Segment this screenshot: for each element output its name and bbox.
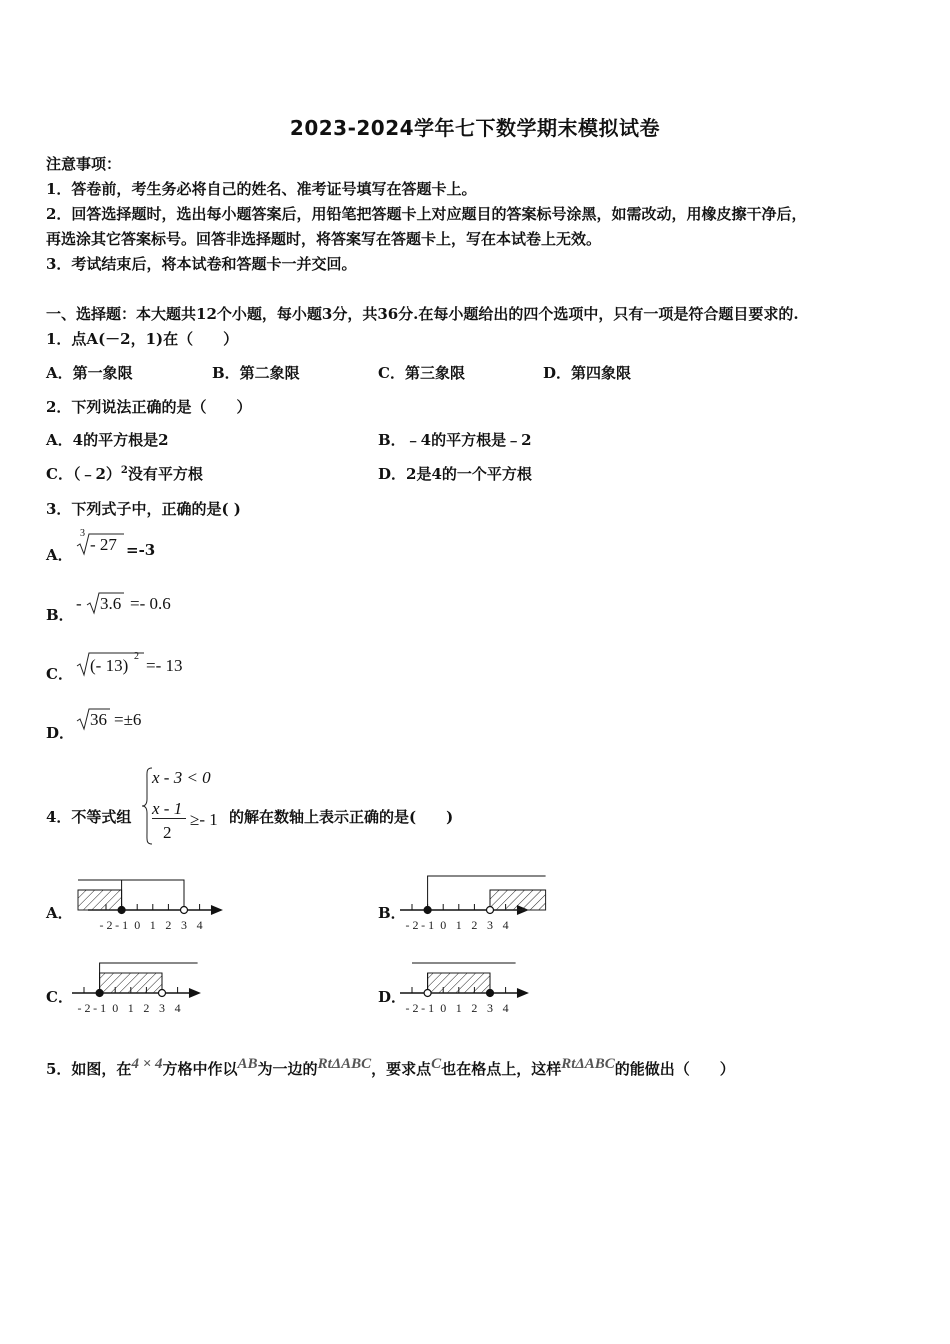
q4-b-label: B． bbox=[378, 904, 406, 922]
note-1: 1．答卷前，考生务必将自己的姓名、准考证号填写在答题卡上。 bbox=[46, 180, 477, 198]
q5-stem bbox=[46, 1058, 735, 1079]
note-3: 3．考试结束后，将本试卷和答题卡一并交回。 bbox=[46, 255, 357, 273]
q4-stem-pre: 4．不等式组 bbox=[46, 808, 132, 826]
axis-tick-label: 1 bbox=[149, 918, 156, 932]
axis-tick-label: 3 bbox=[487, 918, 493, 932]
axis-tick-label: - 2 bbox=[77, 1001, 91, 1015]
axis-arrow-icon bbox=[189, 988, 201, 998]
axis-tick-label: - 2 bbox=[405, 918, 419, 932]
hatched-region bbox=[78, 890, 122, 910]
axis-tick-label: 1 bbox=[127, 1001, 134, 1015]
axis-tick-label: - 1 bbox=[93, 1001, 107, 1015]
hatched-region bbox=[490, 890, 546, 910]
q4-inequality-system bbox=[140, 766, 230, 846]
q3-d-rhs: =±6 bbox=[114, 710, 142, 729]
open-endpoint bbox=[424, 990, 431, 997]
q5-p5: 也在格点上，这样 bbox=[441, 1060, 562, 1078]
q5-p6: 的能做出（ ） bbox=[614, 1060, 735, 1078]
fraction-bar bbox=[152, 818, 186, 819]
page-title: 2023-2024学年七下数学期末模拟试卷 bbox=[289, 116, 661, 140]
number-line-d bbox=[400, 955, 565, 1025]
axis-tick-label: 0 bbox=[134, 918, 141, 932]
axis-tick-label: 0 bbox=[440, 918, 447, 932]
q2-c-pre: C．（﹣2） bbox=[46, 465, 121, 483]
note-2b: 再选涂其它答案标号。回答非选择题时，将答案写在答题卡上，写在本试卷上无效。 bbox=[46, 230, 602, 248]
axis-tick-label: - 1 bbox=[421, 918, 435, 932]
hatched-region bbox=[428, 973, 490, 993]
q4-ineq-2-rhs: ≥- 1 bbox=[190, 810, 218, 829]
q5-p2: 方格中作以 bbox=[162, 1060, 238, 1078]
axis-tick-label: 3 bbox=[181, 918, 187, 932]
q5-m4: C bbox=[431, 1056, 442, 1072]
number-line-a bbox=[72, 870, 237, 940]
q5-m3: RtΔABC bbox=[317, 1056, 372, 1072]
q5-p1: 5．如图，在 bbox=[46, 1060, 132, 1078]
q1-option-c: C．第三象限 bbox=[378, 364, 465, 382]
q2-option-a: A．4的平方根是2 bbox=[46, 431, 169, 449]
q2-c-sup: 2 bbox=[120, 465, 128, 476]
closed-endpoint bbox=[118, 907, 125, 914]
axis-arrow-icon bbox=[517, 988, 529, 998]
q4-d-label: D． bbox=[378, 988, 407, 1006]
notes-heading: 注意事项： bbox=[46, 155, 122, 173]
axis-tick-label: - 2 bbox=[99, 918, 113, 932]
q5-m1: 4 × 4 bbox=[131, 1056, 163, 1072]
q3-a-rhs: =-3 bbox=[126, 541, 156, 559]
q4-frac-num: x - 1 bbox=[152, 799, 183, 818]
q5-p3: 为一边的 bbox=[257, 1060, 318, 1078]
axis-tick-label: - 2 bbox=[405, 1001, 419, 1015]
axis-tick-label: - 1 bbox=[115, 918, 129, 932]
open-endpoint bbox=[181, 907, 188, 914]
q4-stem-post: 的解在数轴上表示正确的是( ) bbox=[229, 808, 454, 826]
q1-option-b: B．第二象限 bbox=[212, 364, 300, 382]
axis-tick-label: 3 bbox=[487, 1001, 493, 1015]
closed-endpoint bbox=[487, 990, 494, 997]
q2-option-b: B．﹣4的平方根是﹣2 bbox=[378, 431, 532, 449]
axis-tick-label: - 1 bbox=[421, 1001, 435, 1015]
q3-d-label: D． bbox=[46, 724, 75, 742]
axis-tick-label: 4 bbox=[502, 918, 509, 932]
open-endpoint bbox=[159, 990, 166, 997]
axis-tick-label: 1 bbox=[455, 918, 462, 932]
hatched-region bbox=[100, 973, 162, 993]
q3-a-radicand: - 27 bbox=[90, 535, 117, 554]
q5-m5: RtΔABC bbox=[561, 1056, 615, 1072]
q3-c-label: C． bbox=[46, 665, 73, 683]
axis-tick-label: 3 bbox=[159, 1001, 165, 1015]
axis-tick-label: 1 bbox=[455, 1001, 462, 1015]
q5-m2: AB bbox=[237, 1056, 258, 1072]
note-2a: 2．回答选择题时，选出每小题答案后，用铅笔把答题卡上对应题目的答案标号涂黑，如需改动，用橡皮擦干净后， bbox=[46, 205, 807, 223]
q1-option-d: D．第四象限 bbox=[543, 364, 632, 382]
axis-tick-label: 4 bbox=[174, 1001, 181, 1015]
q2-option-d: D．2是4的一个平方根 bbox=[378, 465, 532, 483]
number-line-b bbox=[400, 870, 565, 940]
q4-c-label: C． bbox=[46, 988, 73, 1006]
q4-a-label: A． bbox=[46, 904, 73, 922]
q2-stem: 2．下列说法正确的是（ ） bbox=[46, 398, 252, 416]
section-1-heading: 一、选择题：本大题共12个小题，每小题3分，共36分.在每小题给出的四个选项中，只有一项是符合题目要求的. bbox=[46, 305, 799, 323]
q2-option-c bbox=[46, 463, 203, 484]
q3-b-label: B． bbox=[46, 606, 74, 624]
closed-endpoint bbox=[96, 990, 103, 997]
axis-tick-label: 4 bbox=[502, 1001, 509, 1015]
q1-stem: 1．点A(－2，1)在（ ） bbox=[46, 330, 239, 348]
axis-tick-label: 0 bbox=[112, 1001, 119, 1015]
closed-endpoint bbox=[424, 907, 431, 914]
axis-tick-label: 0 bbox=[440, 1001, 447, 1015]
q1-option-a: A．第一象限 bbox=[46, 364, 133, 382]
q5-p4: ，要求点 bbox=[371, 1060, 432, 1078]
q3-a-index: 3 bbox=[80, 528, 85, 539]
q3-b-radicand: 3.6 bbox=[100, 594, 122, 613]
axis-tick-label: 2 bbox=[471, 1001, 478, 1015]
q4-ineq-1: x - 3 < 0 bbox=[152, 768, 211, 787]
q3-c-rhs: =- 13 bbox=[146, 656, 183, 675]
q3-stem: 3．下列式子中，正确的是( ) bbox=[46, 500, 241, 518]
q3-b-rhs: =- 0.6 bbox=[130, 594, 171, 613]
q3-c-radicand: (- 13) bbox=[90, 656, 129, 675]
q4-frac-den: 2 bbox=[163, 823, 172, 842]
axis-arrow-icon bbox=[211, 905, 223, 915]
q2-c-post: 没有平方根 bbox=[127, 465, 203, 483]
q3-a-label: A． bbox=[46, 546, 73, 564]
q3-d-radicand: 36 bbox=[90, 710, 107, 729]
number-line-c bbox=[72, 955, 237, 1025]
axis-tick-label: 4 bbox=[196, 918, 203, 932]
axis-tick-label: 2 bbox=[143, 1001, 150, 1015]
q3-c-sup: 2 bbox=[134, 651, 139, 662]
axis-tick-label: 2 bbox=[471, 918, 478, 932]
open-endpoint bbox=[487, 907, 494, 914]
q3-b-minus: - bbox=[76, 594, 82, 613]
axis-tick-label: 2 bbox=[165, 918, 172, 932]
